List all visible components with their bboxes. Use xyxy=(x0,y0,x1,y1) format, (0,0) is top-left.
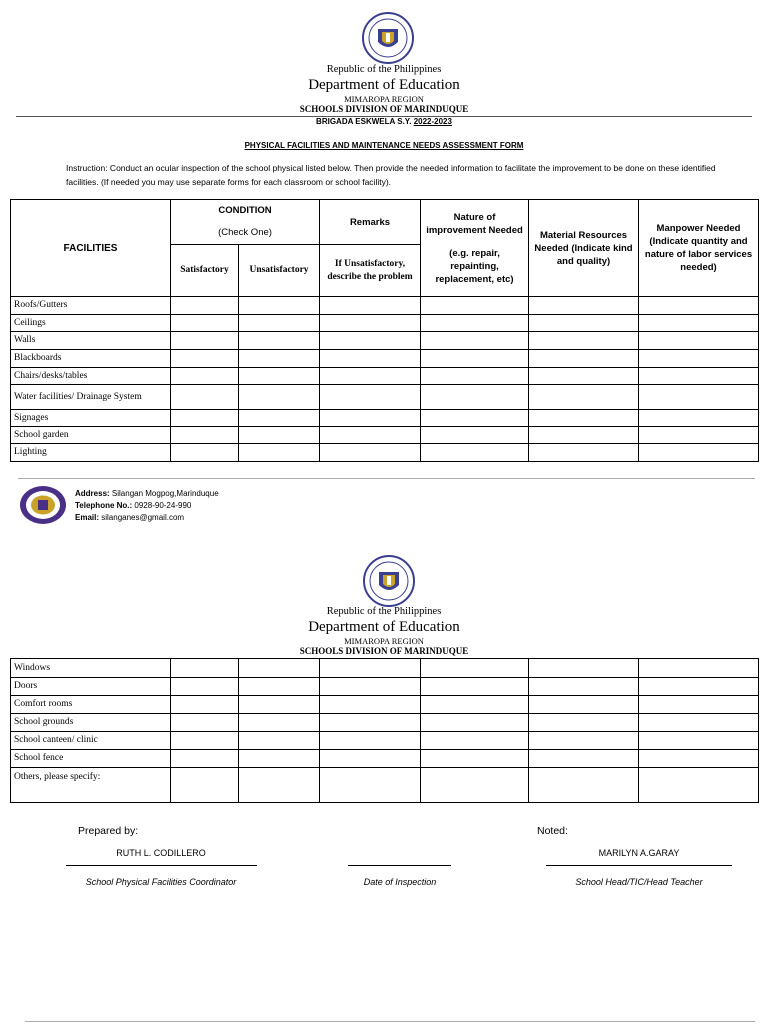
cell[interactable] xyxy=(320,297,421,315)
table-row xyxy=(11,659,759,678)
cell[interactable] xyxy=(320,768,421,803)
cell[interactable] xyxy=(421,750,529,768)
cell[interactable] xyxy=(239,659,320,678)
cell[interactable] xyxy=(239,315,320,332)
cell[interactable] xyxy=(239,696,320,714)
cell[interactable] xyxy=(421,732,529,750)
cell[interactable] xyxy=(171,750,239,768)
date-signature-line xyxy=(348,865,451,866)
nature-label: Nature of improvement Needed xyxy=(426,211,523,236)
table-row xyxy=(11,750,759,768)
cell[interactable] xyxy=(320,696,421,714)
table-row xyxy=(11,385,759,410)
cell[interactable] xyxy=(529,368,639,385)
cell[interactable] xyxy=(639,768,759,803)
cell[interactable] xyxy=(529,385,639,410)
cell[interactable] xyxy=(529,297,639,315)
cell[interactable] xyxy=(239,350,320,368)
cell[interactable] xyxy=(171,368,239,385)
division-label-page2: SCHOOLS DIVISION OF MARINDUQUE xyxy=(299,646,469,656)
cell[interactable] xyxy=(639,696,759,714)
cell[interactable] xyxy=(320,350,421,368)
form-title: PHYSICAL FACILITIES AND MAINTENANCE NEEDS ASSESSMENT FORM xyxy=(244,141,524,150)
cell[interactable] xyxy=(639,350,759,368)
cell[interactable] xyxy=(529,444,639,462)
facility-label: Ceilings xyxy=(11,315,171,332)
cell[interactable] xyxy=(320,659,421,678)
cell[interactable] xyxy=(320,678,421,696)
facility-label: Chairs/desks/tables xyxy=(11,368,171,385)
facility-label: Water facilities/ Drainage System xyxy=(11,385,171,410)
cell[interactable] xyxy=(239,750,320,768)
brigada-prefix: BRIGADA ESKWELA S.Y. xyxy=(316,117,414,126)
remarks-header: Remarks xyxy=(320,200,421,245)
preparer-role: School Physical Facilities Coordinator xyxy=(85,877,237,887)
department-title-page2: Department of Education xyxy=(308,619,460,635)
cell[interactable] xyxy=(171,444,239,462)
region-label: MIMAROPA REGION xyxy=(344,94,424,104)
cell[interactable] xyxy=(529,427,639,444)
cell[interactable] xyxy=(171,768,239,803)
cell[interactable] xyxy=(529,659,639,678)
nature-header xyxy=(421,200,529,297)
cell[interactable] xyxy=(171,427,239,444)
department-title: Department of Education xyxy=(308,77,460,93)
facility-label: Signages xyxy=(11,410,171,427)
cell[interactable] xyxy=(529,750,639,768)
cell[interactable] xyxy=(171,332,239,350)
republic-label-page2: Republic of the Philippines xyxy=(326,606,442,617)
assessment-table-page1 xyxy=(10,199,759,462)
cell[interactable] xyxy=(171,315,239,332)
facility-label: Roofs/Gutters xyxy=(11,297,171,315)
cell[interactable] xyxy=(639,750,759,768)
region-label-page2: MIMAROPA REGION xyxy=(344,636,424,646)
manpower-header: Manpower Needed (Indicate quantity and nature of labor services needed) xyxy=(639,200,759,297)
cell[interactable] xyxy=(239,732,320,750)
facility-label: School fence xyxy=(11,750,171,768)
cell[interactable] xyxy=(239,410,320,427)
facility-label: Comfort rooms xyxy=(11,696,171,714)
cell[interactable] xyxy=(421,696,529,714)
cell[interactable] xyxy=(639,385,759,410)
cell[interactable] xyxy=(421,659,529,678)
facility-label: School canteen/ clinic xyxy=(11,732,171,750)
cell[interactable] xyxy=(320,444,421,462)
cell[interactable] xyxy=(171,410,239,427)
cell[interactable] xyxy=(171,297,239,315)
cell[interactable] xyxy=(639,732,759,750)
cell[interactable] xyxy=(320,315,421,332)
assessment-table-page2 xyxy=(10,658,759,803)
cell[interactable] xyxy=(171,696,239,714)
facility-label: Others, please specify: xyxy=(11,768,171,803)
cell[interactable] xyxy=(320,368,421,385)
head-role: School Head/TIC/Head Teacher xyxy=(575,877,703,887)
cell[interactable] xyxy=(171,714,239,732)
facility-label: Doors xyxy=(11,678,171,696)
footer-divider xyxy=(18,478,755,479)
cell[interactable] xyxy=(529,732,639,750)
table-row xyxy=(11,332,759,350)
table-row xyxy=(11,678,759,696)
address-line xyxy=(75,489,219,498)
deped-seal-page2 xyxy=(363,555,415,607)
cell[interactable] xyxy=(239,444,320,462)
email-value[interactable]: silanganes@gmail.com xyxy=(99,513,185,522)
cell[interactable] xyxy=(239,385,320,410)
cell[interactable] xyxy=(639,332,759,350)
cell[interactable] xyxy=(421,444,529,462)
cell[interactable] xyxy=(529,315,639,332)
division-label: SCHOOLS DIVISION OF MARINDUQUE xyxy=(299,104,469,114)
cell[interactable] xyxy=(239,332,320,350)
nature-sub-label: (e.g. repair, repainting, replacement, etc) xyxy=(435,247,514,285)
table-row xyxy=(11,410,759,427)
cell[interactable] xyxy=(421,350,529,368)
check-one-label: (Check One) xyxy=(218,227,272,238)
cell[interactable] xyxy=(320,714,421,732)
cell[interactable] xyxy=(320,732,421,750)
cell[interactable] xyxy=(239,297,320,315)
address-value: Silangan Mogpog,Marinduque xyxy=(109,489,219,498)
brigada-label xyxy=(0,117,768,126)
table-row xyxy=(11,768,759,803)
head-signature-line xyxy=(546,865,732,866)
cell[interactable] xyxy=(239,678,320,696)
date-of-inspection-label: Date of Inspection xyxy=(363,877,437,887)
cell[interactable] xyxy=(639,714,759,732)
cell[interactable] xyxy=(639,368,759,385)
table-row xyxy=(11,696,759,714)
prepared-by-label: Prepared by: xyxy=(78,825,139,837)
satisfactory-header: Satisfactory xyxy=(171,245,239,297)
facility-label: School grounds xyxy=(11,714,171,732)
cell[interactable] xyxy=(421,315,529,332)
cell[interactable] xyxy=(171,659,239,678)
material-header: Material Resources Needed (Indicate kind and quality) xyxy=(529,200,639,297)
instruction-text: Instruction: Conduct an ocular inspection of the school physical listed below. Then provide the needed information to facilitate the improvement to be done on these identified facilities. (If needed you may use separate forms for each classroom or school facility). xyxy=(66,163,716,187)
table-row xyxy=(11,444,759,462)
cell[interactable] xyxy=(421,385,529,410)
telephone-value: 0928-90-24-990 xyxy=(132,501,192,510)
address-label: Address: xyxy=(75,489,110,498)
facility-label: Windows xyxy=(11,659,171,678)
telephone-line xyxy=(75,501,191,510)
cell[interactable] xyxy=(421,332,529,350)
cell[interactable] xyxy=(171,732,239,750)
table-row xyxy=(11,368,759,385)
table-row xyxy=(11,350,759,368)
table-row xyxy=(11,732,759,750)
cell[interactable] xyxy=(529,714,639,732)
cell[interactable] xyxy=(529,768,639,803)
table-row xyxy=(11,315,759,332)
table-row xyxy=(11,714,759,732)
school-seal xyxy=(19,485,67,525)
unsatisfactory-header: Unsatisfactory xyxy=(239,245,320,297)
table-row xyxy=(11,427,759,444)
noted-label: Noted: xyxy=(537,825,568,837)
cell[interactable] xyxy=(421,368,529,385)
condition-header xyxy=(171,200,320,245)
cell[interactable] xyxy=(320,385,421,410)
cell[interactable] xyxy=(171,385,239,410)
cell[interactable] xyxy=(239,427,320,444)
cell[interactable] xyxy=(171,678,239,696)
condition-label: CONDITION xyxy=(218,205,272,216)
cell[interactable] xyxy=(239,768,320,803)
deped-seal xyxy=(362,12,414,64)
cell[interactable] xyxy=(320,332,421,350)
cell[interactable] xyxy=(421,410,529,427)
cell[interactable] xyxy=(421,297,529,315)
facility-label: Walls xyxy=(11,332,171,350)
head-name: MARILYN A.GARAY xyxy=(598,848,680,858)
cell[interactable] xyxy=(239,368,320,385)
cell[interactable] xyxy=(639,427,759,444)
facility-label: School garden xyxy=(11,427,171,444)
republic-label: Republic of the Philippines xyxy=(326,64,442,75)
cell[interactable] xyxy=(529,696,639,714)
cell[interactable] xyxy=(421,768,529,803)
cell[interactable] xyxy=(529,350,639,368)
cell[interactable] xyxy=(639,444,759,462)
cell[interactable] xyxy=(529,332,639,350)
cell[interactable] xyxy=(529,410,639,427)
cell[interactable] xyxy=(421,427,529,444)
facility-label: Lighting xyxy=(11,444,171,462)
cell[interactable] xyxy=(239,714,320,732)
email-label: Email: xyxy=(75,513,100,522)
cell[interactable] xyxy=(421,714,529,732)
cell[interactable] xyxy=(421,678,529,696)
cell[interactable] xyxy=(639,410,759,427)
facility-label: Blackboards xyxy=(11,350,171,368)
preparer-name: RUTH L. CODILLERO xyxy=(116,848,206,858)
cell[interactable] xyxy=(639,315,759,332)
bottom-divider xyxy=(25,1021,755,1022)
cell[interactable] xyxy=(639,297,759,315)
cell[interactable] xyxy=(529,678,639,696)
cell[interactable] xyxy=(320,427,421,444)
table-row xyxy=(11,297,759,315)
telephone-label: Telephone No.: xyxy=(75,501,133,510)
email-line xyxy=(75,513,184,522)
preparer-signature-line xyxy=(66,865,257,866)
cell[interactable] xyxy=(639,659,759,678)
cell[interactable] xyxy=(320,750,421,768)
cell[interactable] xyxy=(171,350,239,368)
cell[interactable] xyxy=(320,410,421,427)
remarks-sub-header: If Unsatisfactory, describe the problem xyxy=(320,245,421,297)
cell[interactable] xyxy=(639,678,759,696)
facilities-header: FACILITIES xyxy=(11,200,171,297)
brigada-year: 2022-2023 xyxy=(413,117,452,126)
